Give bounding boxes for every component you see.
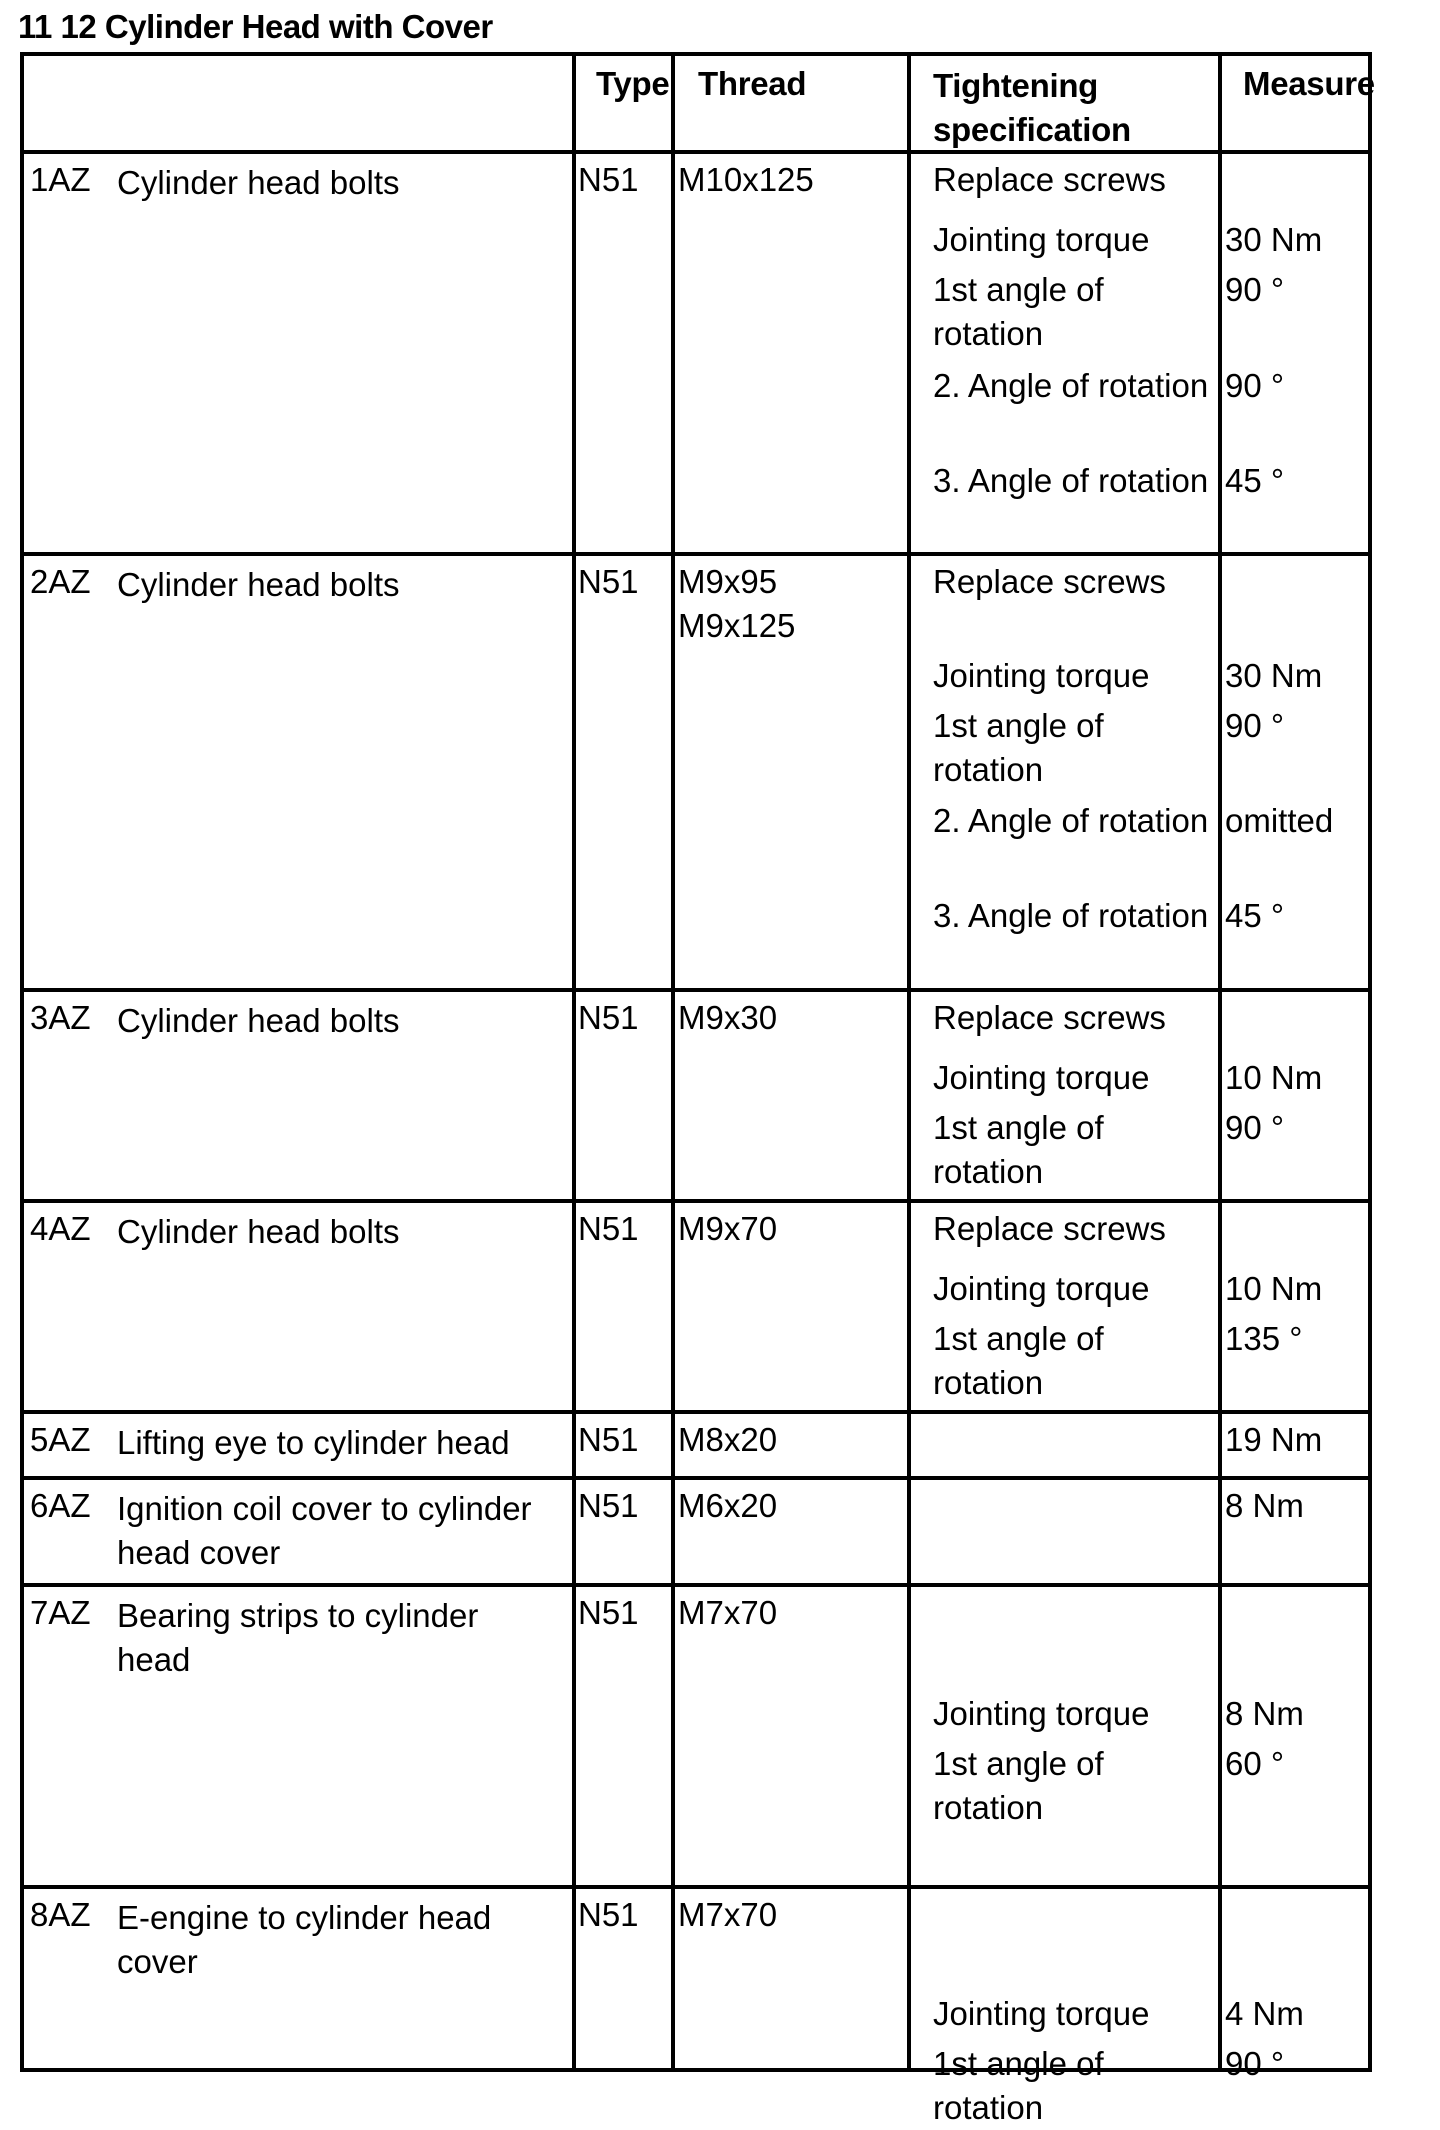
spec-label: 1st angle of rotation (933, 271, 1104, 352)
row-divider (24, 1583, 1368, 1587)
spec-label: Replace screws (933, 161, 1166, 198)
row-code: 6AZ (30, 1487, 91, 1524)
row-thread: M9x30 (678, 999, 778, 1036)
torque-table (20, 52, 1375, 2126)
row-type: N51 (578, 563, 639, 600)
spec-label: Jointing torque (933, 221, 1150, 258)
row-type: N51 (578, 1896, 639, 1933)
spec-value: 135 ° (1225, 1320, 1303, 1357)
spec-value: 45 ° (1225, 897, 1285, 934)
row-description: Cylinder head bolts (117, 1002, 400, 1039)
spec-value: 90 ° (1225, 367, 1285, 404)
row-description: Cylinder head bolts (117, 1213, 400, 1250)
spec-label: Replace screws (933, 1210, 1166, 1247)
spec-value: 10 Nm (1225, 1270, 1323, 1307)
row-divider (24, 1199, 1368, 1203)
row-thread: M7x70 (678, 1896, 778, 1933)
row-description: Bearing strips to cylinder head (117, 1597, 479, 1678)
row-divider (24, 1410, 1368, 1414)
spec-label: 3. Angle of rotation (933, 897, 1209, 934)
spec-label: 2. Angle of rotation (933, 802, 1209, 839)
row-type: N51 (578, 161, 639, 198)
spec-value: 60 ° (1225, 1745, 1285, 1782)
row-description: Ignition coil cover to cylinder head cover (117, 1490, 532, 1571)
row-type: N51 (578, 999, 639, 1036)
spec-label: Jointing torque (933, 657, 1150, 694)
row-thread: M9x70 (678, 1210, 778, 1247)
row-type: N51 (578, 1487, 639, 1524)
row-code: 3AZ (30, 999, 91, 1036)
spec-label: 2. Angle of rotation (933, 367, 1209, 404)
spec-value: 90 ° (1225, 2045, 1285, 2082)
spec-value: 90 ° (1225, 707, 1285, 744)
spec-value: 19 Nm (1225, 1421, 1323, 1458)
row-divider (24, 1476, 1368, 1480)
row-type: N51 (578, 1594, 639, 1631)
row-type: N51 (578, 1421, 639, 1458)
header-tightening-line2: specification (933, 111, 1131, 148)
spec-value: 10 Nm (1225, 1059, 1323, 1096)
spec-label: 1st angle of rotation (933, 1745, 1104, 1826)
spec-label: 1st angle of rotation (933, 707, 1104, 788)
spec-label: 1st angle of rotation (933, 1109, 1104, 1190)
row-thread: M9x95 (678, 563, 778, 600)
header-tightening-line1: Tightening (933, 67, 1099, 104)
row-divider (24, 1885, 1368, 1889)
column-divider (671, 56, 675, 2068)
spec-value: 30 Nm (1225, 221, 1323, 258)
spec-label: Replace screws (933, 563, 1166, 600)
column-divider (907, 56, 911, 2068)
spec-value: 30 Nm (1225, 657, 1323, 694)
row-code: 8AZ (30, 1896, 91, 1933)
row-type: N51 (578, 1210, 639, 1247)
spec-label: Jointing torque (933, 1995, 1150, 2032)
row-divider (24, 988, 1368, 992)
spec-label: Jointing torque (933, 1059, 1150, 1096)
row-thread: M9x125 (678, 607, 796, 644)
spec-label: 1st angle of rotation (933, 1320, 1104, 1401)
row-thread: M10x125 (678, 161, 814, 198)
row-thread: M7x70 (678, 1594, 778, 1631)
row-divider (24, 150, 1368, 154)
spec-value: 8 Nm (1225, 1487, 1304, 1524)
spec-value: 90 ° (1225, 271, 1285, 308)
page-title: 11 12 Cylinder Head with Cover (18, 8, 493, 45)
row-code: 7AZ (30, 1594, 91, 1631)
row-thread: M8x20 (678, 1421, 778, 1458)
spec-value: 8 Nm (1225, 1695, 1304, 1732)
spec-value: 4 Nm (1225, 1995, 1304, 2032)
spec-value: 90 ° (1225, 1109, 1285, 1146)
row-code: 1AZ (30, 161, 91, 198)
spec-label: Jointing torque (933, 1695, 1150, 1732)
header-measure: Measure (1243, 65, 1375, 102)
spec-value: 45 ° (1225, 462, 1285, 499)
spec-label: 1st angle of rotation (933, 2045, 1104, 2126)
header-type: Type (596, 65, 670, 102)
spec-label: 3. Angle of rotation (933, 462, 1209, 499)
row-description: Cylinder head bolts (117, 566, 400, 603)
row-code: 5AZ (30, 1421, 91, 1458)
column-divider (1218, 56, 1222, 2068)
row-thread: M6x20 (678, 1487, 778, 1524)
header-thread: Thread (698, 65, 807, 102)
row-description: Cylinder head bolts (117, 164, 400, 201)
row-description: E-engine to cylinder head cover (117, 1899, 492, 1980)
row-code: 2AZ (30, 563, 91, 600)
row-code: 4AZ (30, 1210, 91, 1247)
spec-label: Jointing torque (933, 1270, 1150, 1307)
row-divider (24, 552, 1368, 556)
spec-label: Replace screws (933, 999, 1166, 1036)
row-description: Lifting eye to cylinder head (117, 1424, 510, 1461)
spec-value: omitted (1225, 802, 1334, 839)
column-divider (572, 56, 576, 2068)
